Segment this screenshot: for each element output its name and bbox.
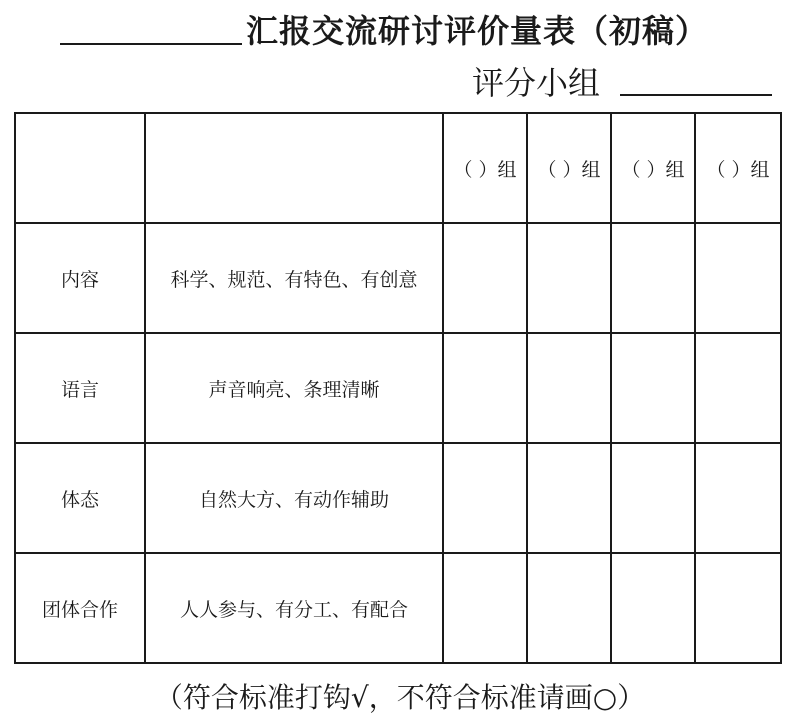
score-cell[interactable] bbox=[695, 333, 781, 443]
row-criteria: 声音响亮、条理清晰 bbox=[145, 333, 443, 443]
table-row bbox=[15, 223, 781, 333]
score-cell[interactable] bbox=[443, 443, 527, 553]
score-cell[interactable] bbox=[443, 223, 527, 333]
score-cell[interactable] bbox=[443, 553, 527, 663]
score-cell[interactable] bbox=[611, 553, 695, 663]
table-header-row bbox=[15, 113, 781, 223]
score-cell[interactable] bbox=[443, 333, 527, 443]
row-item: 体态 bbox=[15, 443, 145, 553]
table-row bbox=[15, 553, 781, 663]
header-group-3: （ ）组 bbox=[611, 113, 695, 223]
scoring-group-blank-line bbox=[620, 94, 772, 96]
score-cell[interactable] bbox=[611, 223, 695, 333]
score-cell[interactable] bbox=[527, 333, 611, 443]
row-item: 内容 bbox=[15, 223, 145, 333]
score-cell[interactable] bbox=[695, 443, 781, 553]
score-cell[interactable] bbox=[527, 443, 611, 553]
scoring-group-label: 评分小组 bbox=[472, 64, 601, 102]
header-group-4: （ ）组 bbox=[695, 113, 781, 223]
evaluation-table bbox=[14, 112, 782, 664]
header-group-1: （ ）组 bbox=[443, 113, 527, 223]
score-cell[interactable] bbox=[527, 223, 611, 333]
score-cell[interactable] bbox=[611, 443, 695, 553]
instruction-note: （符合标准打钩√，不符合标准请画○） bbox=[154, 681, 646, 714]
row-criteria: 人人参与、有分工、有配合 bbox=[145, 553, 443, 663]
row-criteria: 自然大方、有动作辅助 bbox=[145, 443, 443, 553]
table-row bbox=[15, 443, 781, 553]
header-item-cell bbox=[15, 113, 145, 223]
title-text: 汇报交流研讨评价量表（初稿） bbox=[246, 12, 709, 50]
row-item: 团体合作 bbox=[15, 553, 145, 663]
table-row bbox=[15, 333, 781, 443]
scoring-group-line bbox=[470, 56, 790, 102]
score-cell[interactable] bbox=[695, 553, 781, 663]
form-title bbox=[0, 2, 800, 52]
score-cell[interactable] bbox=[695, 223, 781, 333]
title-blank-line bbox=[60, 43, 242, 45]
score-cell[interactable] bbox=[527, 553, 611, 663]
header-group-2: （ ）组 bbox=[527, 113, 611, 223]
row-item: 语言 bbox=[15, 333, 145, 443]
header-criteria-cell bbox=[145, 113, 443, 223]
row-criteria: 科学、规范、有特色、有创意 bbox=[145, 223, 443, 333]
score-cell[interactable] bbox=[611, 333, 695, 443]
